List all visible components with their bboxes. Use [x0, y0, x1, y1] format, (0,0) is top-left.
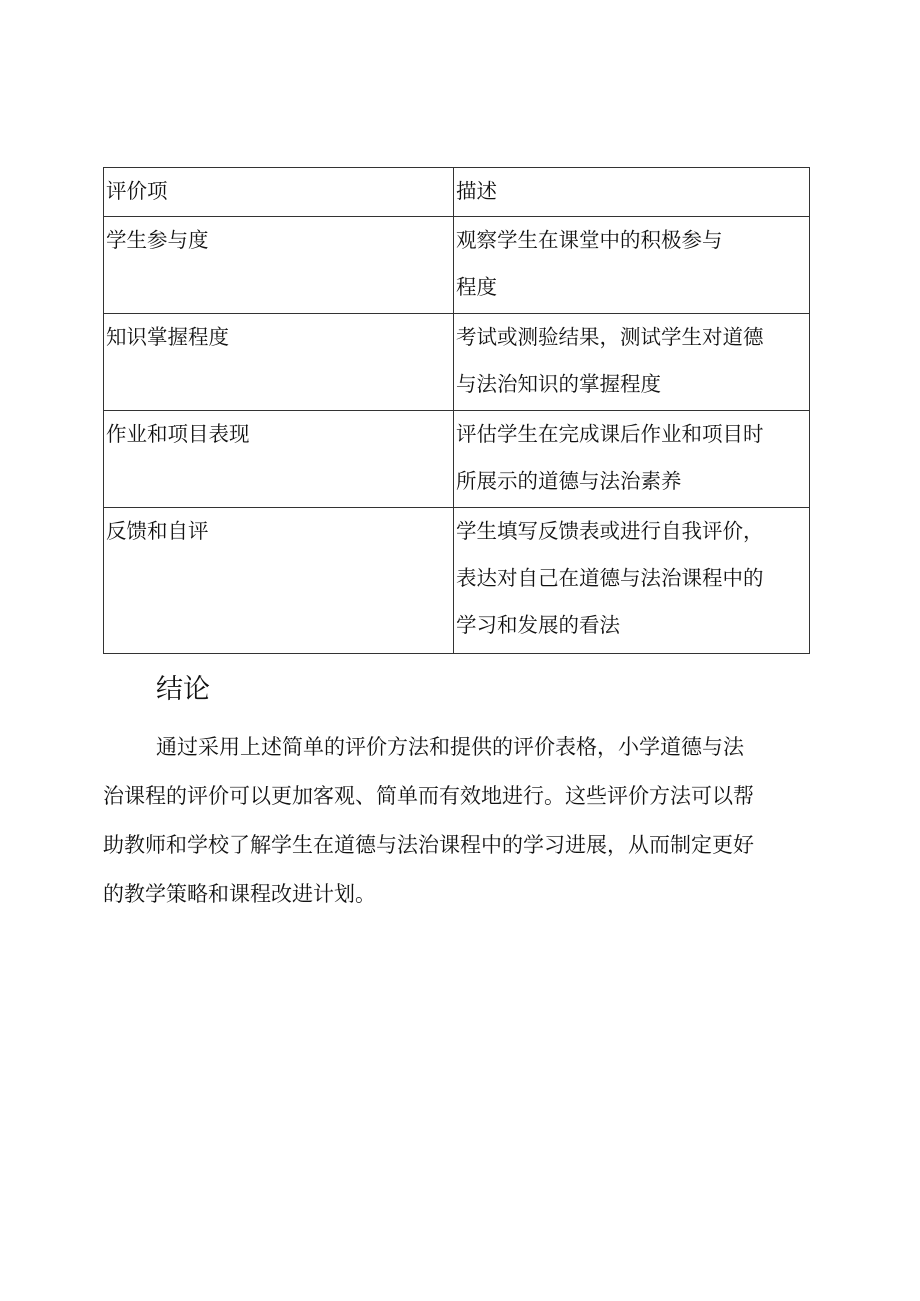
row-description-cell: [454, 314, 810, 411]
row-description-cell: [454, 411, 810, 508]
description-line: 评估学生在完成课后作业和项目时: [456, 422, 764, 446]
conclusion-paragraph: [103, 723, 754, 919]
conclusion-heading: 结论: [156, 674, 210, 705]
description-line: 考试或测验结果，测试学生对道德: [456, 325, 764, 349]
description-line: 与法治知识的掌握程度: [456, 372, 661, 396]
paragraph-line: 助教师和学校了解学生在道德与法治课程中的学习进展，从而制定更好: [103, 833, 754, 857]
header-cell-item: 评价项: [104, 168, 454, 217]
row-item-cell: 作业和项目表现: [104, 411, 454, 508]
row-description-cell: [454, 508, 810, 654]
description-line: 学习和发展的看法: [456, 613, 620, 637]
row-item-cell: 反馈和自评: [104, 508, 454, 654]
row-item-cell: 知识掌握程度: [104, 314, 454, 411]
description-line: 程度: [456, 275, 497, 299]
table-row: [104, 508, 810, 654]
description-line: 所展示的道德与法治素养: [456, 469, 682, 493]
paragraph-line: 治课程的评价可以更加客观、简单而有效地进行。这些评价方法可以帮: [103, 784, 754, 808]
table-header-row: [104, 168, 810, 217]
table-row: [104, 314, 810, 411]
description-line: 表达对自己在道德与法治课程中的: [456, 566, 764, 590]
table-row: [104, 411, 810, 508]
header-cell-description: 描述: [454, 168, 810, 217]
description-line: 观察学生在课堂中的积极参与: [456, 228, 723, 252]
paragraph-line: 的教学策略和课程改进计划。: [103, 882, 376, 906]
row-description-cell: [454, 217, 810, 314]
description-line: 学生填写反馈表或进行自我评价，: [456, 519, 764, 543]
row-item-cell: 学生参与度: [104, 217, 454, 314]
paragraph-line: 通过采用上述简单的评价方法和提供的评价表格，小学道德与法: [156, 735, 744, 759]
evaluation-table: [103, 167, 810, 654]
table-row: [104, 217, 810, 314]
